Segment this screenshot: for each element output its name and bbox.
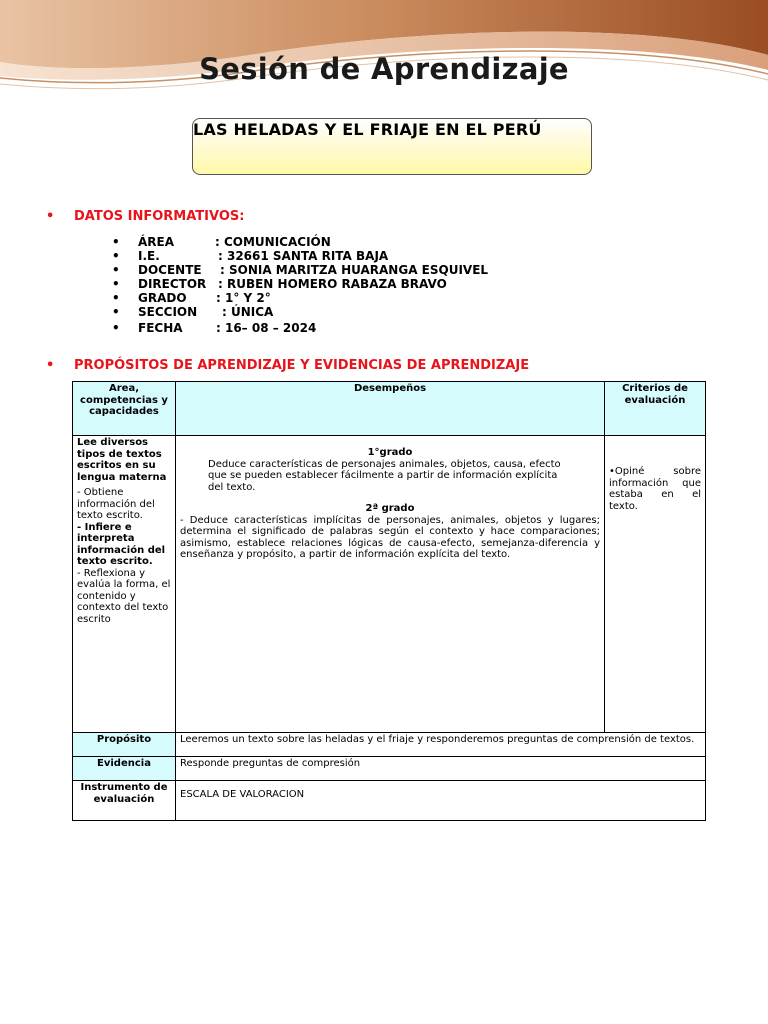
capacidad-item: - Infiere e interpreta información del texto escrito.: [77, 521, 166, 567]
grado1-text: Deduce características de personajes animales, objetos, causa, efecto que se pueden establecer fácilmente a partir de información explícita del texto.: [208, 458, 561, 493]
table-row: [73, 733, 706, 757]
info-row: [112, 249, 488, 263]
grado1-title: 1°grado: [367, 447, 413, 458]
info-value: : RUBEN HOMERO RABAZA BRAVO: [218, 277, 447, 291]
info-value: : 16– 08 – 2024: [216, 321, 317, 335]
info-key: FECHA: [138, 321, 183, 335]
bullet-icon: •: [112, 263, 120, 277]
info-value: : 1° Y 2°: [216, 291, 271, 305]
grado2-text: - Deduce características implícitas de personajes, animales, objetos y lugares; determina el significado de palabras según el contexto y hace comparaciones; asimismo, establece relaciones lógicas de causa-efecto, semejanza-diferencia y enseñanza y propósito, a partir de información explícita del texto.: [180, 514, 600, 560]
table-row: [73, 757, 706, 781]
table-row: [73, 436, 706, 733]
evidencia-label: Evidencia: [73, 757, 176, 781]
capacidad-item: - Obtiene información del texto escrito.: [77, 487, 155, 521]
section-datos-informativos: • DATOS INFORMATIVOS:: [46, 209, 245, 224]
info-key: I.E.: [138, 249, 160, 263]
info-key: GRADO: [138, 291, 187, 305]
topic-title: LAS HELADAS Y EL FRIAJE EN EL PERÚ: [193, 120, 542, 139]
header-area: Area, competencias y capacidades: [73, 382, 176, 436]
proposito-label: Propósito: [73, 733, 176, 757]
bullet-icon: •: [112, 305, 120, 319]
grado2-title: 2ª grado: [365, 503, 415, 514]
capacidad-item: - Reflexiona y evalúa la forma, el contenido y contexto del texto escrito: [77, 567, 171, 625]
criterio-cell: •Opiné sobre información que estaba en el texto.: [605, 436, 706, 733]
competencia-cell: [73, 436, 176, 733]
section-propositos: • PROPÓSITOS DE APRENDIZAJE Y EVIDENCIAS DE APRENDIZAJE: [46, 358, 530, 373]
info-row: [112, 263, 488, 277]
competencia-text: Lee diversos tipos de textos escritos en su lengua materna: [77, 437, 167, 483]
header-desempenos: Desempeños: [176, 382, 605, 436]
page-title: Sesión de Aprendizaje: [199, 52, 569, 86]
bullet-icon: •: [112, 291, 120, 305]
bullet-icon: •: [112, 321, 120, 335]
table-row: [73, 781, 706, 821]
info-value: : ÚNICA: [222, 305, 274, 319]
info-key: SECCION: [138, 305, 198, 319]
info-row: [112, 305, 488, 319]
learning-table: [72, 381, 706, 821]
info-key: DIRECTOR: [138, 277, 207, 291]
info-value: : COMUNICACIÓN: [215, 235, 331, 249]
table-header-row: [73, 382, 706, 436]
proposito-text: Leeremos un texto sobre las heladas y el friaje y responderemos preguntas de comprensión de textos.: [176, 733, 706, 757]
info-value: : SONIA MARITZA HUARANGA ESQUIVEL: [220, 263, 489, 277]
info-list: [112, 235, 488, 335]
bullet-icon: •: [46, 358, 55, 373]
header-criterios: Criterios de evaluación: [605, 382, 706, 436]
bullet-icon: •: [46, 209, 55, 224]
info-row: [112, 321, 488, 335]
evidencia-text: Responde preguntas de compresión: [176, 757, 706, 781]
info-key: DOCENTE: [138, 263, 202, 277]
bullet-icon: •: [112, 249, 120, 263]
info-row: [112, 235, 488, 249]
topic-box: [192, 118, 592, 175]
desempenos-cell: [176, 436, 605, 733]
info-value: : 32661 SANTA RITA BAJA: [218, 249, 389, 263]
info-row: [112, 291, 488, 305]
bullet-icon: •: [112, 277, 120, 291]
instrumento-label: Instrumento de evaluación: [73, 781, 176, 821]
bullet-icon: •: [112, 235, 120, 249]
info-row: [112, 277, 488, 291]
info-key: ÁREA: [138, 235, 175, 249]
instrumento-text: ESCALA DE VALORACION: [176, 781, 706, 821]
